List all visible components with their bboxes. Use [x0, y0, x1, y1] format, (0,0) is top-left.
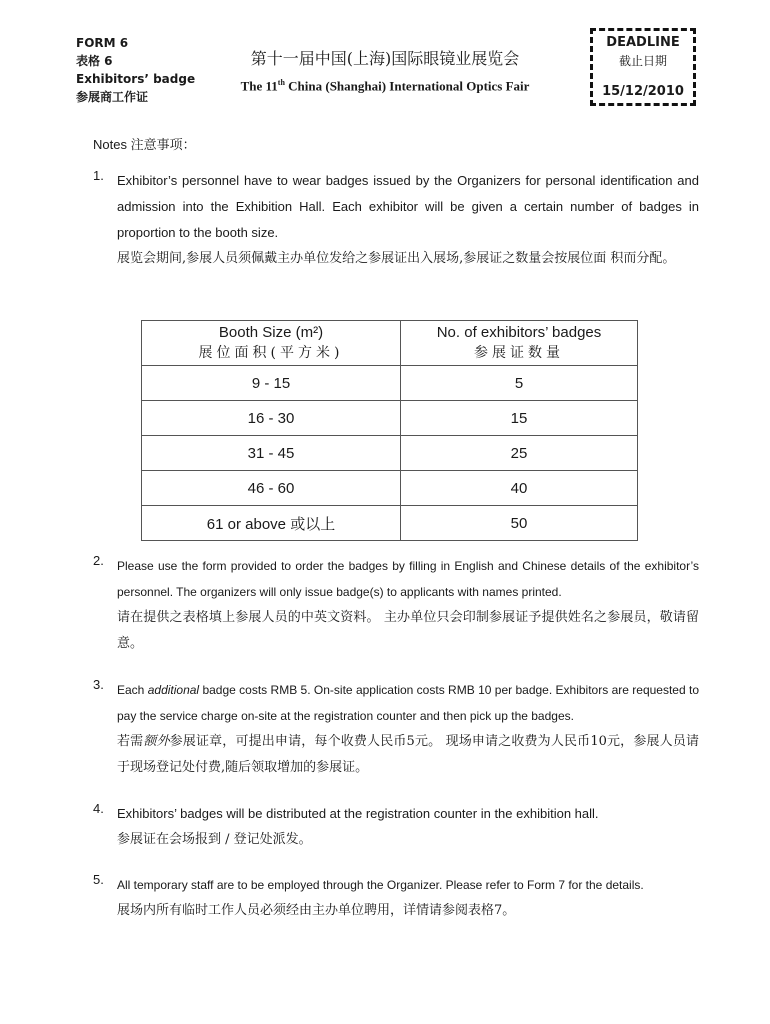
note-text-en-post: badge costs RMB 5. On-site application costs RMB 10 per badge. Exhibitors are requested to pay the service charge on-site at the registration counter and then pick up the badges.	[117, 683, 700, 723]
note-number: 5.	[93, 872, 104, 887]
note-text-en: Exhibitors’ badges will be distributed at the registration counter in the exhibition hall.	[117, 806, 599, 821]
form-title-en: Exhibitors’ badge	[76, 72, 196, 86]
table-cell-badge-count: 15	[401, 401, 638, 436]
badge-allocation-table	[141, 320, 638, 541]
event-title-en-post: China (Shanghai) International Optics Fair	[284, 78, 530, 94]
event-title-en	[220, 74, 550, 95]
note-text-en: All temporary staff are to be employed through the Organizer. Please refer to Form 7 for the details.	[117, 878, 644, 892]
table-row	[142, 436, 638, 471]
event-title-en-pre: The 11	[240, 78, 278, 94]
deadline-label: DEADLINE	[606, 35, 680, 50]
deadline-label-cn: 截止日期	[618, 54, 667, 68]
table-cell-booth-size: 16 - 30	[142, 401, 401, 436]
note-text-en	[117, 677, 699, 729]
note-text-en: Exhibitor’s personnel have to wear badges issued by the Organizers for personal identification and admission into the Exhibition Hall. Each exhibitor will be given a certain number of badges in proportion to the booth size.	[117, 173, 699, 240]
table-cell-booth-size: 61 or above 或以上	[142, 506, 401, 541]
form-number-cn: 表格 6	[76, 54, 113, 68]
note-item-3	[93, 677, 699, 781]
deadline-date: 15/12/2010	[602, 84, 684, 99]
table-header-cell	[142, 321, 401, 366]
note-item-4	[93, 801, 699, 853]
table-cell-booth-size: 9 - 15	[142, 366, 401, 401]
table-row	[142, 506, 638, 541]
note-text-cn-pre: 若需	[117, 734, 144, 749]
note-item-2	[93, 553, 699, 657]
form-title-cn: 参展商工作证	[76, 90, 149, 104]
table-header-row	[142, 321, 638, 366]
deadline-box	[590, 28, 696, 106]
table-cell-booth-size: 31 - 45	[142, 436, 401, 471]
table-row	[142, 471, 638, 506]
note-text-cn: 展场内所有临时工作人员必须经由主办单位聘用，详情请参阅表格7。	[117, 903, 516, 918]
table-cell-booth-size: 46 - 60	[142, 471, 401, 506]
note-item-1	[93, 168, 699, 272]
event-title	[220, 48, 550, 95]
note-text-cn-italic: 额外	[143, 734, 170, 749]
table-cell-badge-count: 25	[401, 436, 638, 471]
note-text-en-italic: additional	[147, 683, 200, 697]
note-number: 4.	[93, 801, 104, 816]
note-number: 1.	[93, 168, 104, 183]
note-text-cn-post: 参展证章，可提出申请，每个收费人民币5元。 现场申请之收费为人民币10元，参展人员请于现场登记处付费,随后领取增加的参展证。	[117, 734, 699, 775]
table-cell-badge-count: 50	[401, 506, 638, 541]
note-text-en-pre: Each	[117, 683, 148, 697]
note-text-cn	[117, 729, 699, 781]
form-identifier	[76, 34, 195, 106]
notes-heading: Notes 注意事项：	[93, 137, 196, 152]
event-title-en-sup: th	[277, 78, 285, 87]
table-header-cell	[401, 321, 638, 366]
header-booth-size-cn: 展位面积(平方米)	[198, 345, 344, 361]
event-title-cn: 第十一届中国(上海)国际眼镜业展览会	[250, 49, 520, 68]
note-number: 2.	[93, 553, 104, 568]
table-row	[142, 366, 638, 401]
table-row	[142, 401, 638, 436]
note-item-5	[93, 872, 699, 924]
table-cell-badge-count: 40	[401, 471, 638, 506]
note-text-en: Please use the form provided to order the badges by filling in English and Chinese details of the exhibitor’s personnel. The organizers will only issue badge(s) to applicants with names printed.	[117, 559, 699, 599]
note-text-cn: 参展证在会场报到 / 登记处派发。	[117, 832, 312, 847]
header-badges-en: No. of exhibitors’ badges	[436, 324, 602, 341]
header-booth-size-en: Booth Size (m²)	[218, 324, 324, 341]
note-number: 3.	[93, 677, 104, 692]
note-text-cn: 展览会期间,参展人员须佩戴主办单位发给之参展证出入展场,参展证之数量会按展位面 积而分配。	[117, 251, 676, 266]
note-text-cn: 请在提供之表格填上参展人员的中英文资料。 主办单位只会印制参展证予提供姓名之参展员，敬请留意。	[117, 610, 699, 651]
header-badges-cn: 参展证数量	[474, 345, 564, 361]
table-cell-badge-count: 5	[401, 366, 638, 401]
form-number-en: FORM 6	[76, 36, 129, 50]
